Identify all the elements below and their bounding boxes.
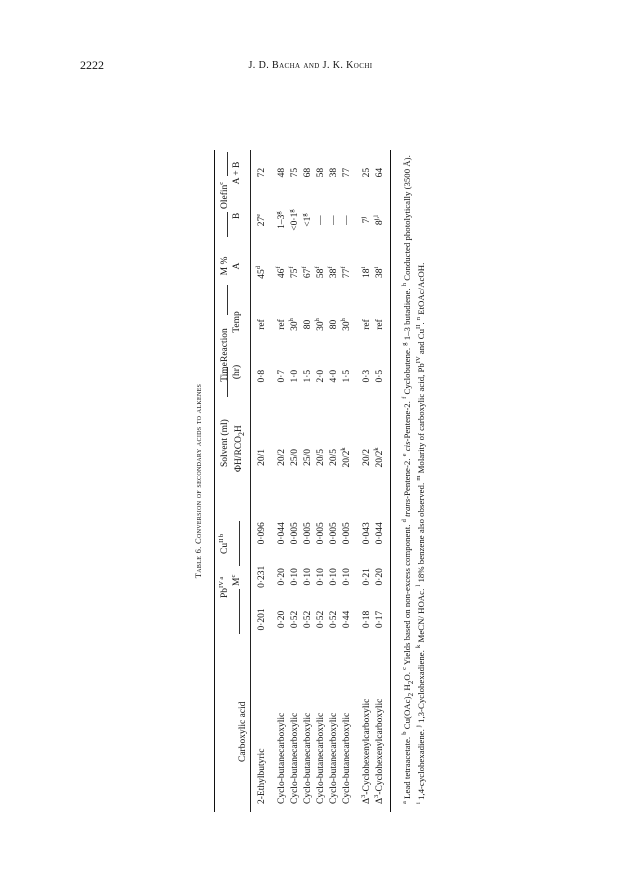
header-cu: $Cu^{II b}$ — [217, 533, 230, 554]
header-m-group: $M^c$ — [229, 574, 242, 586]
cell-time: 0·5 — [375, 369, 386, 383]
cell-ab: 64 — [375, 167, 386, 178]
olefin-group-line-left — [227, 212, 228, 237]
cell-temp: ref — [257, 319, 268, 330]
cell-time: 1·5 — [342, 369, 353, 383]
table-row — [289, 150, 302, 812]
table-top-rule — [214, 150, 215, 812]
cell-pb: 0·20 — [277, 610, 288, 629]
cell-acid: Cyclo-butanecarboxylic — [342, 712, 353, 804]
cell-a: 58$^f$ — [313, 266, 327, 279]
cell-m: 0·005 — [342, 522, 353, 545]
cell-solvent: 20/5 — [316, 448, 327, 466]
cell-b: 1–3$^g$ — [274, 211, 288, 229]
cell-a: 75$^f$ — [287, 266, 301, 279]
cell-m: 0·005 — [316, 522, 327, 545]
cell-cu: 0·10 — [290, 568, 301, 586]
table-caption: Table 6. Conversion of secondary acids to alkenes — [193, 383, 203, 579]
header-olefin-group: Olefin$^c$ — [217, 181, 230, 209]
cell-time: 4·0 — [329, 369, 340, 383]
cell-a: 77$^f$ — [339, 266, 353, 279]
page-number: 2222 — [80, 58, 104, 72]
cell-pb: 0·18 — [362, 610, 373, 629]
header-temp: Temp — [232, 311, 242, 333]
table-row — [302, 150, 315, 812]
running-head: J. D. Bacha and J. K. Kochi — [248, 60, 373, 71]
cell-b: $<0\cdot 1^g$ — [287, 209, 301, 231]
table-row — [328, 150, 341, 812]
cell-a: 46$^f$ — [274, 266, 288, 279]
table-row — [374, 150, 387, 812]
olefin-group-line-right — [227, 152, 228, 176]
row-spacer — [269, 150, 276, 812]
header-reaction-group: Reaction — [220, 328, 230, 362]
header-b: B — [232, 212, 242, 220]
cell-m: 0·044 — [375, 522, 386, 545]
cell-temp: 30$^h$ — [339, 318, 353, 331]
cell-b: $<1^g$ — [300, 213, 314, 227]
cell-pb: 0·52 — [290, 610, 301, 629]
cell-time: 2·0 — [316, 369, 327, 383]
cell-ab: 68 — [303, 167, 314, 178]
cell-solvent: 25/0 — [303, 448, 314, 466]
cell-pb: 0·52 — [303, 610, 314, 629]
header-a: A — [232, 262, 242, 270]
cell-pb: 0·201 — [257, 608, 268, 631]
cell-ab: 48 — [277, 167, 288, 178]
cell-a: 45$^d$ — [254, 265, 268, 279]
header-time: Time — [220, 362, 230, 382]
cell-cu: 0·10 — [329, 568, 340, 586]
cell-acid: Cyclo-butanecarboxylic — [303, 712, 314, 804]
row-spacer — [354, 150, 361, 812]
cell-b: 27e — [254, 213, 268, 227]
cell-a: 38$^f$ — [326, 266, 340, 279]
cell-cu: 0·20 — [277, 568, 288, 586]
table-bottom-rule — [390, 150, 391, 812]
cell-solvent: 20/2$^k$ — [339, 447, 353, 468]
cell-m: 0·005 — [303, 522, 314, 545]
cell-ab: 77 — [342, 167, 353, 178]
cell-solvent: 20/1 — [257, 448, 268, 466]
cell-pb: 0·52 — [316, 610, 327, 629]
cell-temp: ref — [277, 319, 288, 330]
cell-solvent: 25/0 — [290, 448, 301, 466]
cell-temp: 80 — [329, 319, 340, 330]
cell-solvent: 20/2 — [277, 448, 288, 466]
cell-acid: Cyclo-butanecarboxylic — [290, 712, 301, 804]
cell-ab: 75 — [290, 167, 301, 178]
m-group-line-left — [239, 589, 240, 634]
cell-b: 7$^j$ — [359, 216, 373, 224]
header-pb: $Pb^{IV a}$ — [217, 576, 230, 598]
cell-m: 0·044 — [277, 522, 288, 545]
cell-time: 1·5 — [303, 369, 314, 383]
cell-temp: ref — [375, 319, 386, 330]
cell-acid: Cyclo-butanecarboxylic — [316, 712, 327, 804]
table-footnotes: $^a$ Lead tetraacetate. $^b$ $Cu(OAc)_2$ $H_2O$. $^c$ Yields based on non-excess component. $^d$ trans-Pentene-2. $^e$ cis-Pentene-2. $^f$ Cyclobutene. $^g$ 1–3 butadiene. $^h$ Conducted photolytically (3500 Å). $^i$ 1,4-cyclohexadiene. $^j$ 1,3-Cyclohexadiene. $^k$ MeCN/ HOAc. $^l$ 18% benzene also observed. $^m$ Molarity of carboxylic acid, $Pb^{IV}$ and $Cu^{II}$. $^n$ EtOAc/AcOH. — [401, 155, 426, 804]
cell-pb: 0·17 — [375, 610, 386, 629]
cell-time: 0·7 — [277, 369, 288, 383]
cell-temp: ref — [362, 319, 373, 330]
cell-ab: 58 — [316, 167, 327, 178]
cell-solvent: 20/2 — [362, 448, 373, 466]
cell-cu: 0·20 — [375, 568, 386, 586]
reaction-group-line-right — [227, 285, 228, 315]
cell-m: 0·005 — [329, 522, 340, 545]
cell-acid: $\Delta^3$-Cyclohexenylcarboxylic — [372, 698, 386, 804]
cell-acid: Cyclo-butanecarboxylic — [329, 712, 340, 804]
cell-b: — — [329, 215, 340, 225]
cell-m: 0·096 — [257, 522, 268, 545]
cell-ab: 38 — [329, 167, 340, 178]
cell-ab: 72 — [257, 167, 268, 178]
header-a-plus-b: A + B — [232, 161, 242, 185]
table-row — [315, 150, 328, 812]
header-time-unit: (hr) — [232, 364, 242, 380]
cell-cu: 0·231 — [257, 565, 268, 588]
m-group-line-right — [239, 521, 240, 566]
cell-time: 0·3 — [362, 369, 373, 383]
cell-cu: 0·10 — [303, 568, 314, 586]
cell-b: 8$^{j,l}$ — [372, 215, 386, 226]
cell-temp: 30$^h$ — [287, 318, 301, 331]
cell-temp: 80 — [303, 319, 314, 330]
cell-acid: Cyclo-butanecarboxylic — [277, 712, 288, 804]
cell-cu: 0·21 — [362, 568, 373, 586]
cell-pb: 0·52 — [329, 610, 340, 629]
table-header-rule — [250, 150, 251, 812]
cell-cu: 0·10 — [342, 568, 353, 586]
cell-ab: 25 — [362, 167, 373, 178]
cell-b: — — [342, 215, 353, 225]
cell-pb: 0·44 — [342, 610, 353, 629]
cell-a: 67$^f$ — [300, 266, 314, 279]
cell-acid: $\Delta^3$-Cyclohexenylcarboxylic — [359, 698, 373, 804]
cell-b: — — [316, 215, 327, 225]
cell-time: 1·0 — [290, 369, 301, 383]
table-row — [361, 150, 374, 812]
cell-a: 18$^i$ — [359, 266, 373, 278]
cell-a: 38$^i$ — [372, 266, 386, 278]
cell-m: 0·005 — [290, 522, 301, 545]
table-row — [341, 150, 354, 812]
cell-acid: 2-Ethylbutyric — [257, 748, 268, 804]
table-row — [256, 150, 269, 812]
header-m-pct: M % — [220, 256, 230, 276]
rotated-table — [190, 150, 450, 812]
table-row — [276, 150, 289, 812]
cell-solvent: 20/5 — [329, 448, 340, 466]
data-table — [256, 150, 387, 812]
header-solvent: Solvent (ml) — [220, 419, 230, 467]
cell-m: 0·043 — [362, 522, 373, 545]
cell-temp: 30$^h$ — [313, 318, 327, 331]
header-acid: Carboxylic acid — [238, 701, 248, 762]
cell-cu: 0·10 — [316, 568, 327, 586]
header-solvent-sub: $\Phi H/RCO_2H$ — [234, 425, 246, 472]
cell-solvent: 20/2$^k$ — [372, 447, 386, 468]
cell-time: 0·8 — [257, 369, 268, 383]
